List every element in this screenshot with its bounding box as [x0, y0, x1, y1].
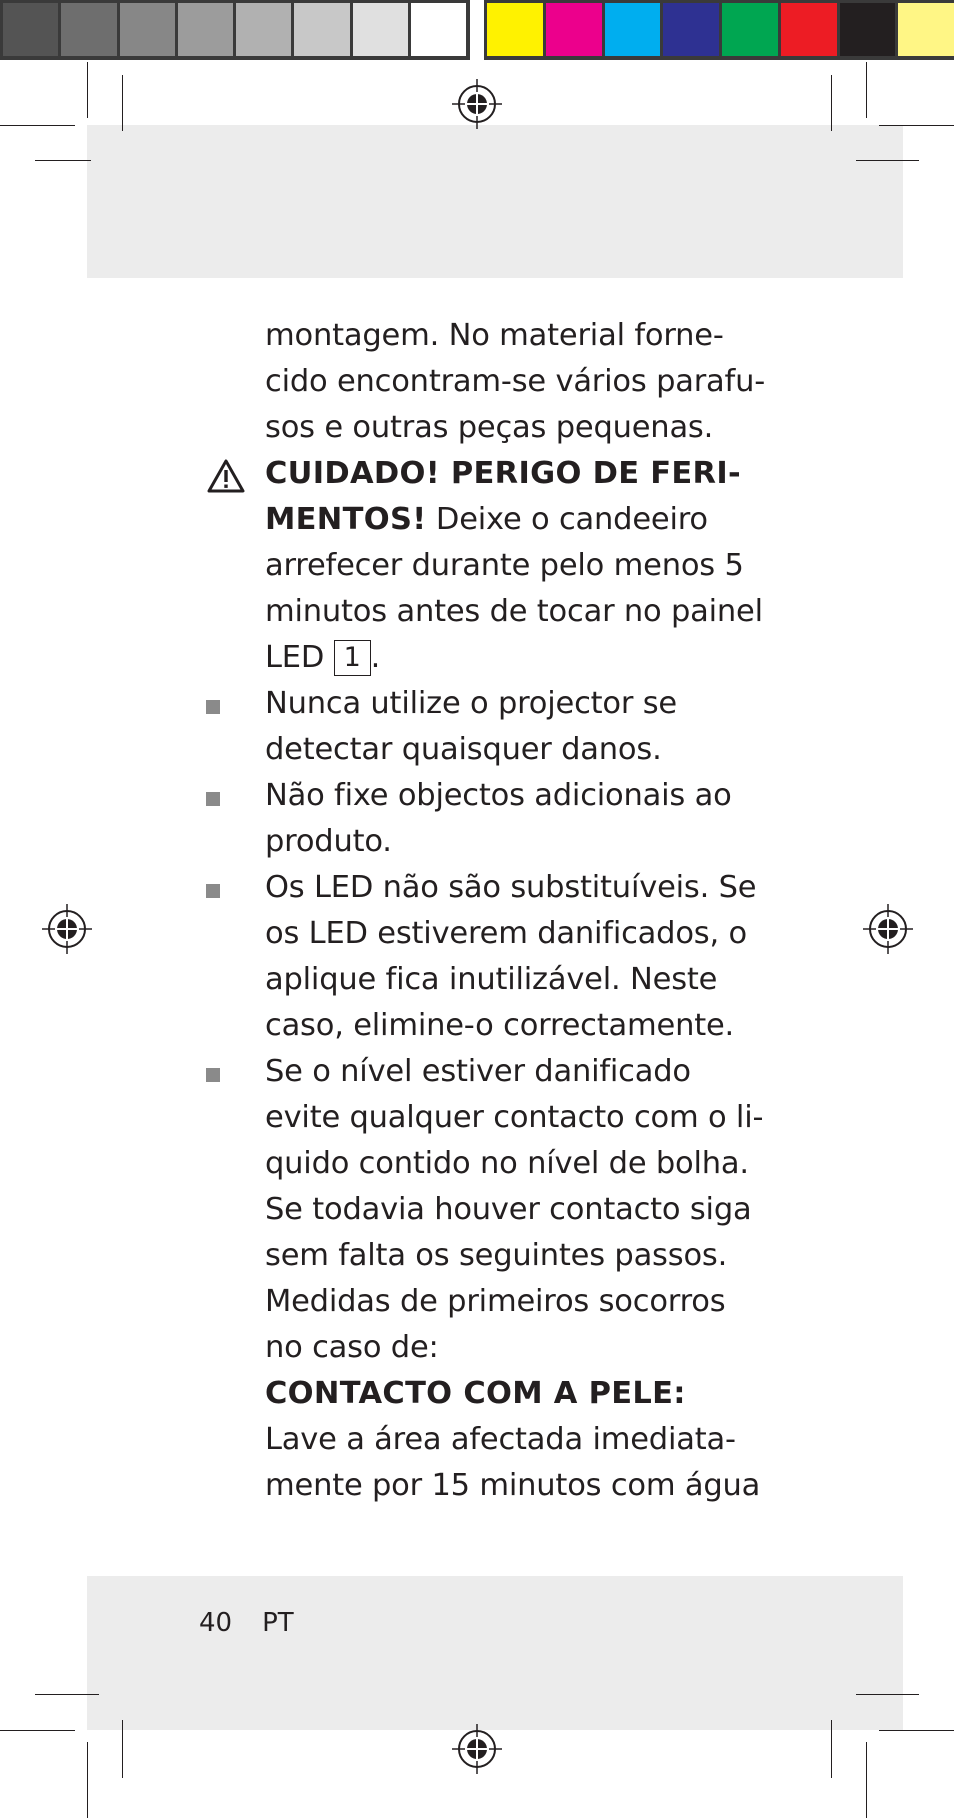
cyan-swatch — [605, 3, 661, 56]
bullet-line: Se o nível estiver danificado — [265, 1054, 691, 1089]
crop-mark — [0, 1730, 75, 1731]
warning-triangle-icon — [206, 458, 246, 494]
bullet-line: Se todavia houver contacto siga — [265, 1192, 752, 1227]
magenta-swatch — [546, 3, 602, 56]
crop-mark — [866, 62, 867, 118]
crop-mark — [122, 75, 123, 131]
green-swatch — [722, 3, 778, 56]
crop-mark — [866, 1742, 867, 1818]
gray-swatch — [236, 3, 291, 56]
yellow-swatch — [487, 3, 543, 56]
subheading: CONTACTO COM A PELE: — [265, 1376, 686, 1411]
bullet-line: produto. — [265, 824, 392, 859]
warning-line: arrefecer durante pelo menos 5 — [265, 548, 744, 583]
bullet-marker — [206, 1068, 220, 1082]
warning-line — [265, 497, 745, 543]
gray-swatch — [3, 3, 58, 56]
warning-heading: CUIDADO! PERIGO DE FERI- — [265, 456, 741, 491]
gray-swatch — [353, 3, 408, 56]
crop-mark — [0, 125, 75, 126]
blue-swatch — [663, 3, 719, 56]
crop-mark — [35, 1694, 99, 1695]
crop-mark — [856, 160, 919, 161]
language-code: PT — [262, 1608, 294, 1638]
registration-mark-icon — [452, 1724, 502, 1774]
crop-mark — [122, 1720, 123, 1778]
bullet-line: caso, elimine-o correctamente. — [265, 1008, 735, 1043]
bullet-marker — [206, 792, 220, 806]
crop-mark — [879, 125, 954, 126]
crop-mark — [831, 75, 832, 131]
registration-mark-icon — [42, 904, 92, 954]
grayscale-calibration-bar — [0, 0, 470, 60]
reference-number-box: 1 — [334, 640, 371, 676]
crop-mark — [35, 160, 91, 161]
crop-mark — [87, 1742, 88, 1818]
page-footer — [199, 1608, 324, 1638]
crop-mark — [831, 1720, 832, 1778]
footer-band — [87, 1576, 903, 1730]
text-line: mente por 15 minutos com água — [265, 1468, 761, 1503]
bullet-marker — [206, 700, 220, 714]
registration-mark-icon — [863, 904, 913, 954]
header-band — [87, 125, 903, 278]
warning-text: LED — [265, 640, 334, 675]
gray-swatch — [411, 3, 466, 56]
bullet-line: Não fixe objectos adicionais ao — [265, 778, 732, 813]
text-line: cido encontram-se vários parafu- — [265, 364, 766, 399]
page-number: 40 — [199, 1608, 233, 1638]
color-calibration-bar — [484, 0, 954, 60]
registration-mark-icon — [452, 79, 502, 129]
bullet-line: evite qualquer contacto com o li- — [265, 1100, 764, 1135]
warning-line: minutos antes de tocar no painel — [265, 594, 763, 629]
body-text — [265, 313, 766, 1509]
black-swatch — [840, 3, 896, 56]
crop-mark — [856, 1694, 919, 1695]
bullet-line: Medidas de primeiros socorros — [265, 1284, 726, 1319]
bullet-line: aplique fica inutilizável. Neste — [265, 962, 718, 997]
warning-heading-cont: MENTOS! — [265, 502, 427, 537]
bullet-line: Os LED não são substituíveis. Se — [265, 870, 757, 905]
warning-text: . — [370, 640, 381, 675]
warning-line — [265, 635, 745, 681]
crop-mark — [87, 62, 88, 118]
bullet-marker — [206, 884, 220, 898]
text-line: montagem. No material forne- — [265, 318, 724, 353]
red-swatch — [781, 3, 837, 56]
light-yellow-swatch — [898, 3, 954, 56]
warning-text: Deixe o candeeiro — [426, 502, 708, 537]
bullet-line: sem falta os seguintes passos. — [265, 1238, 728, 1273]
bullet-line: os LED estiverem danificados, o — [265, 916, 747, 951]
text-line: Lave a área afectada imediata- — [265, 1422, 736, 1457]
bullet-line: detectar quaisquer danos. — [265, 732, 662, 767]
gray-swatch — [120, 3, 175, 56]
text-line: sos e outras peças pequenas. — [265, 410, 714, 445]
gray-swatch — [294, 3, 349, 56]
gray-swatch — [178, 3, 233, 56]
bullet-line: Nunca utilize o projector se — [265, 686, 677, 721]
gray-swatch — [61, 3, 116, 56]
bullet-line: quido contido no nível de bolha. — [265, 1146, 749, 1181]
crop-mark — [879, 1730, 954, 1731]
bullet-line: no caso de: — [265, 1330, 439, 1365]
